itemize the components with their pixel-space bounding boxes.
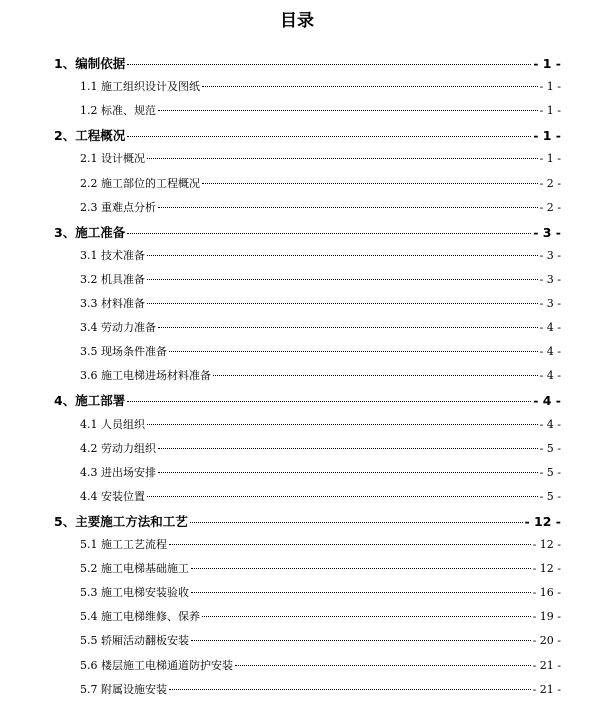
toc-page-number: - 12 - <box>524 513 561 529</box>
toc-section-entry[interactable] <box>54 54 561 74</box>
toc-entry-label: 1.1 施工组织设计及图纸 <box>80 80 200 94</box>
toc-dot-leader <box>213 375 538 376</box>
toc-subsection-entry[interactable] <box>80 488 561 508</box>
toc-entry-label: 3.2 机具准备 <box>80 272 145 286</box>
toc-section-entry[interactable] <box>54 126 561 146</box>
toc-page-number: - 1 - <box>533 128 561 144</box>
toc-page-number: - 4 - <box>539 345 561 359</box>
toc-subsection-entry[interactable] <box>80 247 561 267</box>
toc-entry-label: 2、工程概况 <box>54 128 126 144</box>
toc-dot-leader <box>190 522 523 523</box>
toc-dot-leader <box>158 327 538 328</box>
toc-dot-leader <box>127 401 531 402</box>
toc-entry-label: 3.6 施工电梯进场材料准备 <box>80 369 211 383</box>
toc-entry-label: 2.1 设计概况 <box>80 152 145 166</box>
toc-subsection-entry[interactable] <box>80 608 561 628</box>
toc-subsection-entry[interactable] <box>80 416 561 436</box>
toc-page-number: - 4 - <box>533 393 561 409</box>
toc-entry-label: 3.4 劳动力准备 <box>80 321 156 335</box>
toc-page-number: - 16 - <box>532 586 561 600</box>
toc-subsection-entry[interactable] <box>80 271 561 291</box>
toc-page-number: - 5 - <box>539 441 561 455</box>
toc-page-number: - 4 - <box>539 321 561 335</box>
toc-subsection-entry[interactable] <box>80 464 561 484</box>
toc-entry-label: 5.1 施工工艺流程 <box>80 538 167 551</box>
toc-entry-label: 5.5 轿厢活动翻板安装 <box>80 634 189 648</box>
toc-entry-label: 5.7 附属设施安装 <box>80 682 167 696</box>
page-title: 目录 <box>280 11 314 31</box>
toc-page-number: - 21 - <box>532 658 561 672</box>
toc-dot-leader <box>147 279 538 280</box>
toc-subsection-entry[interactable] <box>80 78 561 98</box>
toc-dot-leader <box>191 592 531 593</box>
toc-page-number: - 12 - <box>532 538 561 551</box>
toc-subsection-entry[interactable] <box>80 199 561 219</box>
toc-entry-label: 4、施工部署 <box>54 393 126 409</box>
toc-subsection-entry[interactable] <box>80 440 561 460</box>
toc-entry-label: 5.4 施工电梯维修、保养 <box>80 610 200 624</box>
toc-page-number: - 3 - <box>533 224 561 240</box>
toc-entry-label: 4.4 安装位置 <box>80 489 145 503</box>
toc-entry-label: 3、施工准备 <box>54 224 126 240</box>
toc-page-number: - 1 - <box>539 152 561 166</box>
toc-subsection-entry[interactable] <box>80 319 561 339</box>
toc-subsection-entry[interactable] <box>80 367 561 387</box>
toc-dot-leader <box>235 665 531 666</box>
toc-page-number: - 3 - <box>539 272 561 286</box>
toc-section-entry[interactable] <box>54 391 561 411</box>
toc-page-number: - 2 - <box>539 176 561 190</box>
toc-subsection-entry[interactable] <box>80 295 561 315</box>
toc-entry-label: 1、编制依据 <box>54 56 126 71</box>
toc-entry-label: 5.2 施工电梯基础施工 <box>80 562 189 576</box>
toc-dot-leader <box>127 64 531 65</box>
toc-subsection-entry[interactable] <box>80 536 561 556</box>
toc-dot-leader <box>158 472 538 473</box>
toc-dot-leader <box>147 424 538 425</box>
toc-entry-label: 3.3 材料准备 <box>80 297 145 310</box>
toc-dot-leader <box>147 255 538 256</box>
toc-page-number: - 4 - <box>539 417 561 431</box>
toc-dot-leader <box>127 136 531 137</box>
toc-page-number: - 4 - <box>539 369 561 383</box>
toc-section-entry[interactable] <box>54 512 561 532</box>
toc-dot-leader <box>202 616 531 617</box>
toc-page-number: - 21 - <box>532 682 561 696</box>
toc-dot-leader <box>202 86 538 87</box>
toc-page-number: - 3 - <box>539 297 561 310</box>
toc-dot-leader <box>147 158 538 159</box>
toc-dot-leader <box>191 640 531 641</box>
toc-dot-leader <box>169 544 531 545</box>
toc-entry-label: 4.1 人员组织 <box>80 417 145 431</box>
toc-page-number: - 5 - <box>539 489 561 503</box>
toc-dot-leader <box>147 303 538 304</box>
toc-page-number: - 2 - <box>539 200 561 214</box>
toc-page-number: - 1 - <box>533 56 561 71</box>
toc-page-number: - 12 - <box>532 562 561 576</box>
toc-entry-label: 4.2 劳动力组织 <box>80 441 156 455</box>
toc-page-number: - 1 - <box>539 80 561 94</box>
toc-subsection-entry[interactable] <box>80 657 561 677</box>
toc-page-number: - 19 - <box>532 610 561 624</box>
toc-page-number: - 1 - <box>539 104 561 118</box>
toc-section-entry[interactable] <box>54 223 561 243</box>
toc-page-number: - 5 - <box>539 465 561 479</box>
toc-dot-leader <box>127 233 531 234</box>
toc-entry-label: 4.3 进出场安排 <box>80 465 156 479</box>
toc-subsection-entry[interactable] <box>80 150 561 170</box>
toc-dot-leader <box>191 568 531 569</box>
toc-subsection-entry[interactable] <box>80 560 561 580</box>
toc-entry-label: 1.2 标准、规范 <box>80 104 156 118</box>
toc-subsection-entry[interactable] <box>80 584 561 604</box>
toc-dot-leader <box>158 448 538 449</box>
toc-subsection-entry[interactable] <box>80 681 561 701</box>
toc-dot-leader <box>147 496 538 497</box>
toc-dot-leader <box>169 351 538 352</box>
toc-entry-label: 3.5 现场条件准备 <box>80 345 167 359</box>
toc-entry-label: 2.2 施工部位的工程概况 <box>80 176 200 190</box>
toc-dot-leader <box>158 207 538 208</box>
toc-entry-label: 5.6 楼层施工电梯通道防护安装 <box>80 658 233 672</box>
toc-dot-leader <box>202 183 538 184</box>
toc-dot-leader <box>169 689 531 690</box>
toc-entry-label: 2.3 重难点分析 <box>80 200 156 214</box>
toc-page-number: - 3 - <box>539 248 561 262</box>
toc-entry-label: 5、主要施工方法和工艺 <box>54 513 188 529</box>
toc-subsection-entry[interactable] <box>80 175 561 195</box>
toc-subsection-entry[interactable] <box>80 343 561 363</box>
toc-page-number: - 20 - <box>532 634 561 648</box>
toc-subsection-entry[interactable] <box>80 632 561 652</box>
toc-entry-label: 3.1 技术准备 <box>80 248 145 262</box>
toc-subsection-entry[interactable] <box>80 102 561 122</box>
toc-entry-label: 5.3 施工电梯安装验收 <box>80 586 189 600</box>
toc-dot-leader <box>158 110 538 111</box>
